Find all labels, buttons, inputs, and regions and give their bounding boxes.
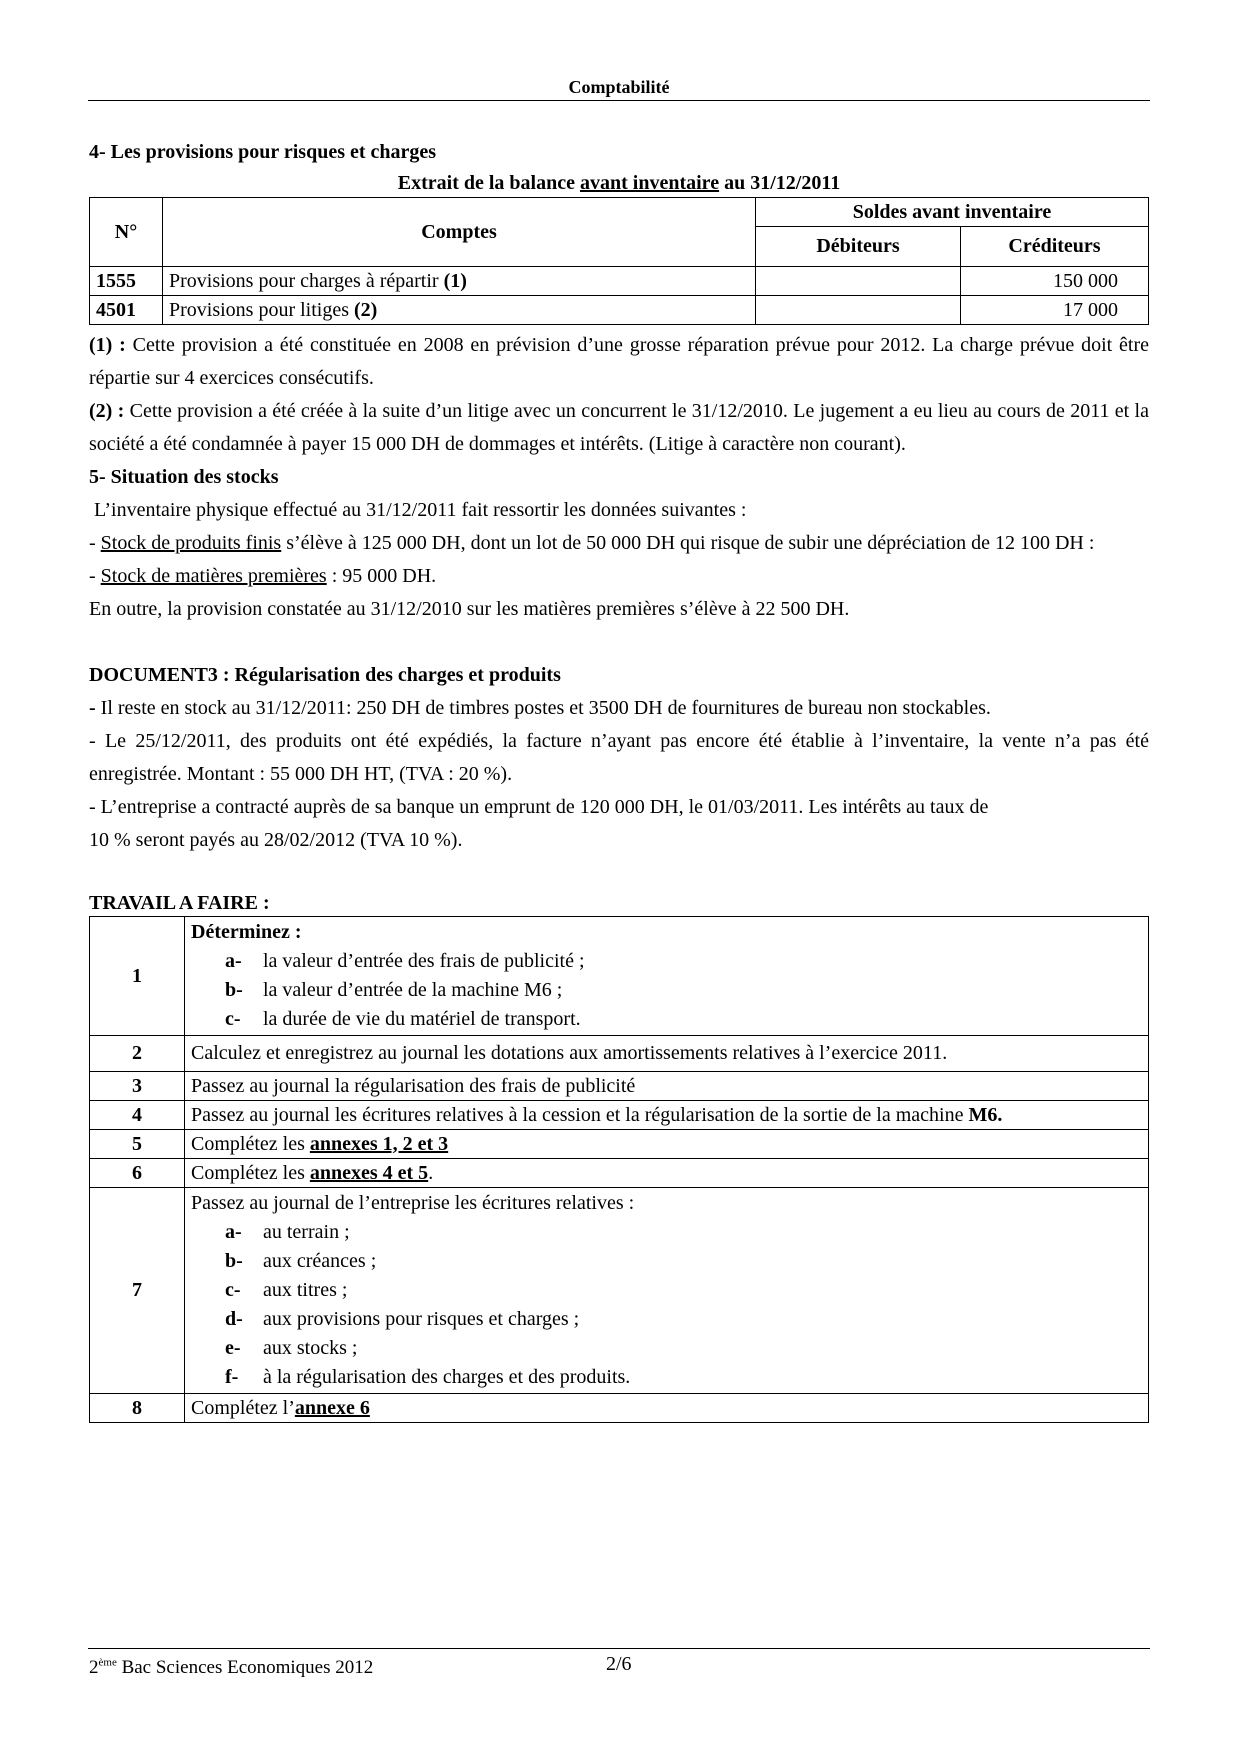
item-prefix: - xyxy=(89,532,101,554)
document3-title: DOCUMENT3 : Régularisation des charges et produits xyxy=(89,664,561,686)
header-rule xyxy=(88,100,1150,101)
task-heading: Déterminez : xyxy=(191,921,302,943)
task-subitem xyxy=(191,1363,1142,1392)
balance-caption xyxy=(89,171,1149,197)
task-num: 6 xyxy=(90,1159,185,1188)
task-text: Complétez l’ xyxy=(191,1396,295,1419)
task-num: 1 xyxy=(90,917,185,1036)
note-2-label: (2) : xyxy=(89,400,125,422)
tasks-table xyxy=(89,916,1149,1423)
item-text: : 95 000 DH. xyxy=(326,565,437,587)
travail-title: TRAVAIL A FAIRE : xyxy=(89,892,270,914)
subitem-letter: b- xyxy=(225,979,243,1001)
subitem-letter: b- xyxy=(225,1250,243,1272)
col-accounts-header: Comptes xyxy=(163,198,756,267)
note-1 xyxy=(89,329,1149,395)
task-row-2 xyxy=(90,1036,1149,1072)
col-num-header: N° xyxy=(90,198,163,267)
task-subitem xyxy=(191,1218,1142,1247)
task-row-3 xyxy=(90,1072,1149,1101)
section5-title: 5- Situation des stocks xyxy=(89,466,279,488)
annex-link: annexe 6 xyxy=(294,1396,370,1419)
line-text: Il reste en stock au 31/12/2011: 250 DH de timbres postes et 3500 DH de fournitures de bureau non stockables. xyxy=(95,697,991,719)
caption-post: au 31/12/2011 xyxy=(719,172,841,194)
task-row-1 xyxy=(90,917,1149,1036)
item-text: s’élève à 125 000 DH, dont un lot de 50 000 DH qui risque de subir une dépréciation de 12 100 DH : xyxy=(281,532,1095,554)
subitem-letter: f- xyxy=(225,1366,239,1388)
footer-label xyxy=(89,1656,373,1680)
task-row-8 xyxy=(90,1394,1149,1423)
task-subitem xyxy=(191,1276,1142,1305)
footer-rule xyxy=(88,1648,1150,1649)
row-account-ref: (2) xyxy=(354,298,378,321)
task-content xyxy=(185,1130,1149,1159)
task-content: Calculez et enregistrez au journal les dotations aux amortissements relatives à l’exercice 2011. xyxy=(185,1036,1149,1072)
subitem-text: au terrain ; xyxy=(263,1221,350,1243)
task-row-4 xyxy=(90,1101,1149,1130)
document3-line-1 xyxy=(89,692,1149,725)
spacer xyxy=(89,857,1149,890)
row-credit: 17 000 xyxy=(961,296,1149,325)
row-account-text: Provisions pour charges à répartir xyxy=(169,269,444,292)
subitem-text: aux titres ; xyxy=(263,1279,348,1301)
balance-table xyxy=(89,197,1149,325)
task-heading: Passez au journal de l’entreprise les écritures relatives : xyxy=(191,1192,635,1214)
task-row-6 xyxy=(90,1159,1149,1188)
row-num: 4501 xyxy=(90,296,163,325)
task-subitem xyxy=(191,1334,1142,1363)
section5-footer: En outre, la provision constatée au 31/12/2010 sur les matières premières s’élève à 22 500 DH. xyxy=(89,598,850,620)
subitem-text: la valeur d’entrée des frais de publicité ; xyxy=(263,950,585,972)
subitem-letter: a- xyxy=(225,950,242,972)
row-credit: 150 000 xyxy=(961,267,1149,296)
item-underlined: Stock de produits finis xyxy=(100,532,282,554)
caption-underlined: avant inventaire xyxy=(580,172,720,194)
row-debit xyxy=(756,267,961,296)
header-title: Comptabilité xyxy=(568,77,670,97)
section5-intro: L’inventaire physique effectué au 31/12/2011 fait ressortir les données suivantes : xyxy=(89,499,747,521)
subitem-letter: c- xyxy=(225,1008,241,1030)
task-subitem xyxy=(191,1305,1142,1334)
task-text-after: . xyxy=(428,1161,434,1184)
item-prefix: - xyxy=(89,565,101,587)
table-row xyxy=(90,296,1149,325)
section4-title: 4- Les provisions pour risques et charges xyxy=(89,141,437,163)
note-2 xyxy=(89,395,1149,461)
col-credit-header: Créditeurs xyxy=(961,227,1149,267)
row-debit xyxy=(756,296,961,325)
row-account xyxy=(163,296,756,325)
note-2-text: Cette provision a été créée à la suite d’un litige avec un concurrent le 31/12/2010. Le jugement a eu lieu au cours de 2011 et la société a été condamnée à payer 15 000 DH de dommages et intérêts. (Litige à caractère non courant). xyxy=(89,400,1149,455)
task-content xyxy=(185,1394,1149,1423)
task-text: Complétez les xyxy=(191,1132,310,1155)
footer-prefix: 2 xyxy=(89,1657,99,1678)
annex-link: annexes 1, 2 et 3 xyxy=(309,1132,449,1155)
note-1-label: (1) : xyxy=(89,334,126,356)
task-text: Complétez les xyxy=(191,1161,310,1184)
task-num: 4 xyxy=(90,1101,185,1130)
footer-text: Bac Sciences Economiques 2012 xyxy=(116,1657,374,1678)
task-content xyxy=(185,1159,1149,1188)
task-subitem xyxy=(191,947,1142,976)
task-num: 2 xyxy=(90,1036,185,1072)
footer-sup: ème xyxy=(98,1656,117,1669)
document3-line-2: - Le 25/12/2011, des produits ont été expédiés, la facture n’ayant pas encore été établie à l’inventaire, la vente n’a pas été enregistrée. Montant : 55 000 DH HT, (TVA : 20 %). xyxy=(89,730,1149,785)
spacer xyxy=(89,626,1149,659)
task-content xyxy=(185,1101,1149,1130)
row-num: 1555 xyxy=(90,267,163,296)
line-dash: - xyxy=(89,697,96,719)
task-num: 8 xyxy=(90,1394,185,1423)
task-subitem xyxy=(191,976,1142,1005)
task-num: 3 xyxy=(90,1072,185,1101)
document3-line-3b: 10 % seront payés au 28/02/2012 (TVA 10 %). xyxy=(89,829,463,851)
note-1-text: Cette provision a été constituée en 2008 en prévision d’une grosse réparation prévue pour 2012. La charge prévue doit être répartie sur 4 exercices consécutifs. xyxy=(89,334,1150,389)
subitem-letter: d- xyxy=(225,1308,243,1330)
task-num: 7 xyxy=(90,1188,185,1394)
task-num: 5 xyxy=(90,1130,185,1159)
subitem-text: aux stocks ; xyxy=(263,1337,358,1359)
task-bold: M6. xyxy=(968,1103,1003,1126)
task-content xyxy=(185,917,1149,1036)
subitem-letter: e- xyxy=(225,1337,241,1359)
page-number: 2/6 xyxy=(606,1653,632,1675)
subitem-letter: c- xyxy=(225,1279,241,1301)
task-row-7 xyxy=(90,1188,1149,1394)
subitem-text: aux créances ; xyxy=(263,1250,377,1272)
col-group-header: Soldes avant inventaire xyxy=(756,198,1149,227)
subitem-text: aux provisions pour risques et charges ; xyxy=(263,1308,580,1330)
annex-link: annexes 4 et 5 xyxy=(309,1161,429,1184)
content xyxy=(89,140,1149,1423)
task-subitem xyxy=(191,1005,1142,1034)
subitem-text: à la régularisation des charges et des produits. xyxy=(263,1366,631,1388)
table-row xyxy=(90,267,1149,296)
subitem-letter: a- xyxy=(225,1221,242,1243)
row-account xyxy=(163,267,756,296)
document3-line-3a: - L’entreprise a contracté auprès de sa banque un emprunt de 120 000 DH, le 01/03/2011. Les intérêts au taux de xyxy=(89,796,989,818)
col-debit-header: Débiteurs xyxy=(756,227,961,267)
caption-pre: Extrait de la balance xyxy=(397,172,580,194)
section5-item-2 xyxy=(89,560,1149,593)
task-content: Passez au journal la régularisation des frais de publicité xyxy=(185,1072,1149,1101)
subitem-text: la durée de vie du matériel de transport. xyxy=(263,1008,581,1030)
task-row-5 xyxy=(90,1130,1149,1159)
task-subitem xyxy=(191,1247,1142,1276)
subitem-text: la valeur d’entrée de la machine M6 ; xyxy=(263,979,563,1001)
row-account-ref: (1) xyxy=(443,269,467,292)
row-account-text: Provisions pour litiges xyxy=(169,298,355,321)
task-content xyxy=(185,1188,1149,1394)
section5-item-1 xyxy=(89,527,1149,560)
item-underlined: Stock de matières premières xyxy=(100,565,327,587)
task-text: Passez au journal les écritures relatives à la cession et la régularisation de la sortie de la machine xyxy=(191,1103,969,1126)
